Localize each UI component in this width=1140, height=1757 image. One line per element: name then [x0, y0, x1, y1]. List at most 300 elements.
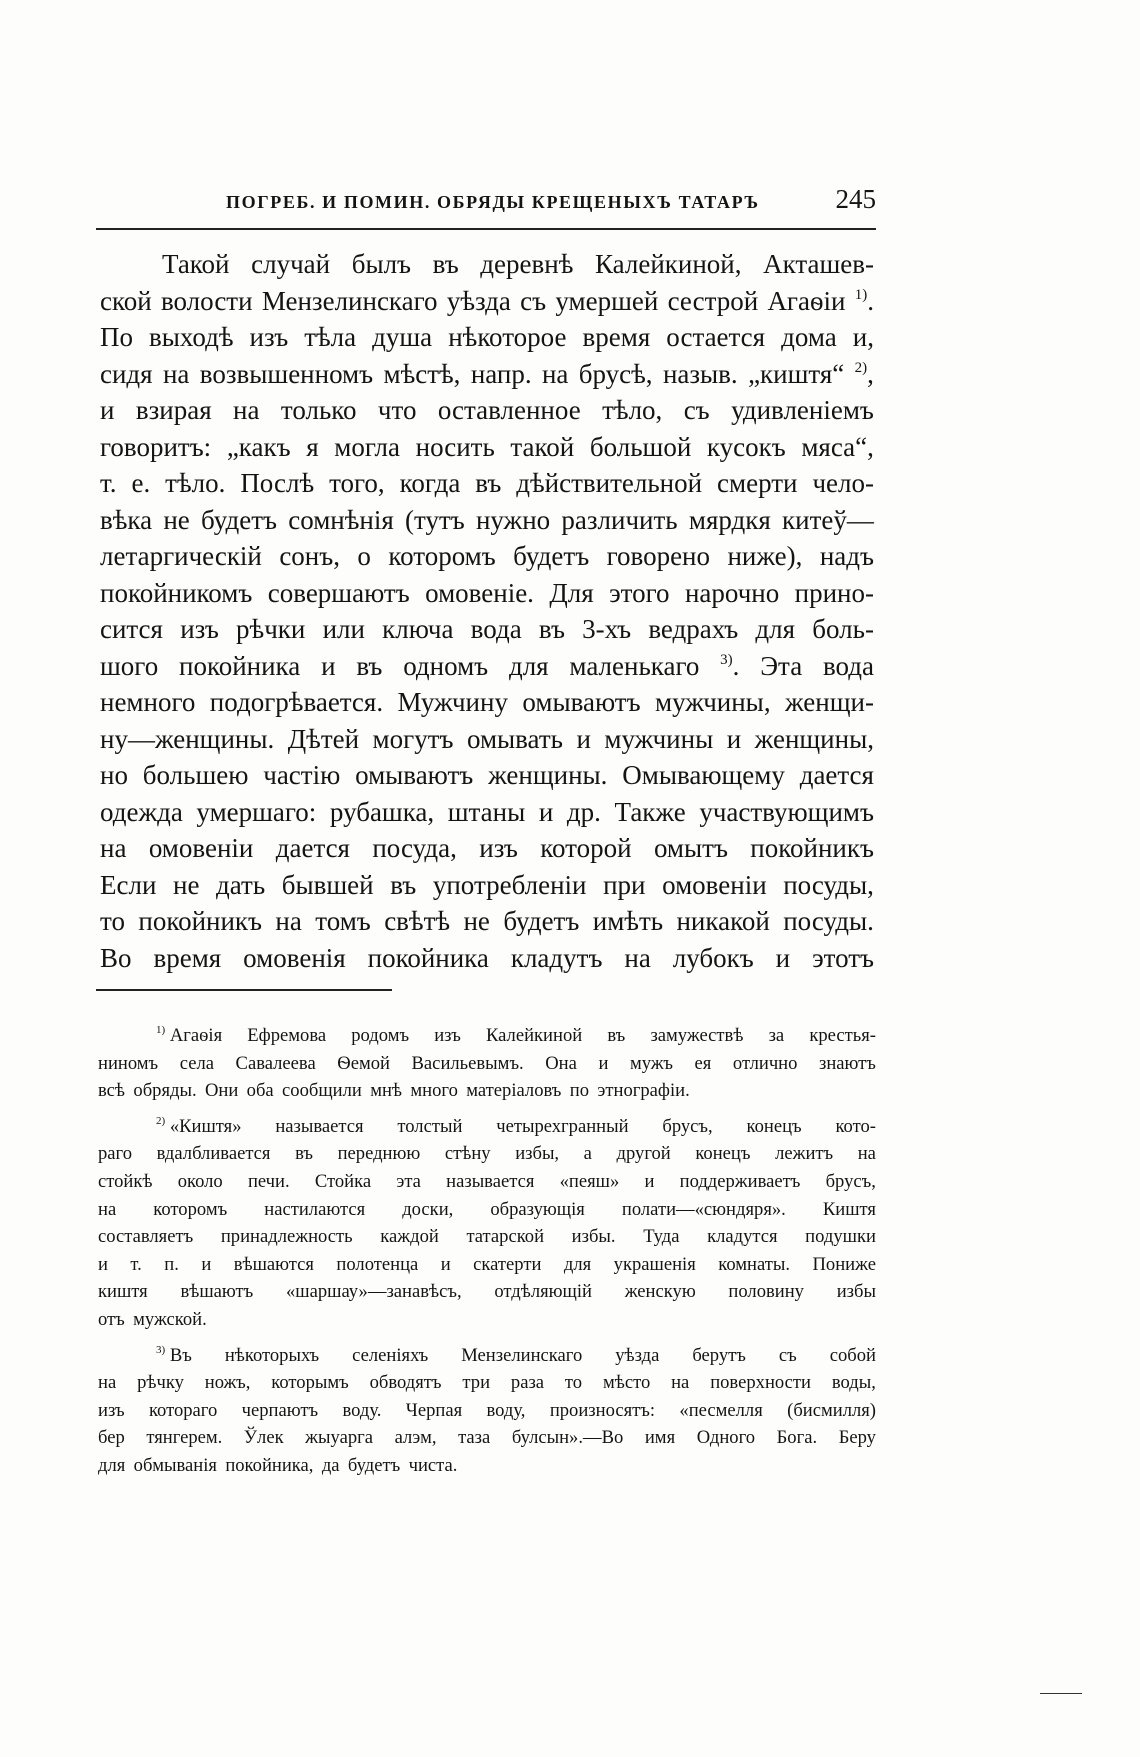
word: брусѣ,: [578, 358, 653, 389]
word: тѣла: [304, 322, 357, 352]
word: отдѣляющій: [494, 1281, 592, 1303]
word: переднюю: [337, 1143, 421, 1165]
word: на: [275, 906, 302, 936]
word: оба: [246, 1080, 274, 1102]
word: замужествѣ: [650, 1025, 744, 1046]
word: изъ: [180, 614, 219, 644]
word: и: [576, 723, 591, 754]
word: произносятъ:: [549, 1399, 656, 1421]
word: въ: [538, 614, 565, 644]
word: всѣ: [98, 1080, 126, 1102]
word: покойника: [179, 650, 301, 681]
word: украшенія: [613, 1253, 696, 1275]
word: участвующимъ: [699, 796, 874, 827]
word: и: [644, 1170, 655, 1192]
word: и: [538, 796, 554, 827]
word: одномъ: [403, 650, 489, 681]
word: надъ: [819, 541, 874, 571]
word: никакой: [676, 906, 770, 936]
word: мѣстѣ,: [383, 358, 461, 389]
word: ниже),: [727, 541, 803, 571]
word: черпаютъ: [241, 1399, 319, 1421]
word: булсын».—Во: [511, 1427, 624, 1449]
word: китеў—: [782, 504, 874, 535]
word: возвышенномъ: [199, 358, 374, 389]
word: принадлежность: [220, 1226, 353, 1248]
word: для: [98, 1454, 126, 1476]
word: сомнѣнія: [288, 504, 394, 535]
word: Во: [100, 942, 132, 973]
word: половину: [728, 1281, 804, 1303]
word: толстый: [397, 1115, 463, 1137]
word: рубашка,: [329, 796, 435, 827]
body-line: [100, 538, 874, 575]
word: то: [100, 906, 125, 936]
word: дать: [216, 869, 266, 900]
word: только: [280, 395, 357, 425]
word: ской: [100, 285, 152, 316]
word: по: [569, 1080, 590, 1102]
footnote-marker: $^{3)}$ Въ: [156, 1343, 192, 1366]
word: рѣчку: [137, 1372, 184, 1394]
word: мярдкя: [688, 504, 771, 535]
word: на: [857, 1143, 876, 1165]
word: поддерживаетъ: [679, 1170, 801, 1192]
word: маленькаго: [569, 650, 700, 681]
word: и: [598, 1052, 609, 1074]
word: рѣчки: [236, 614, 306, 644]
word: и: [321, 650, 336, 681]
footnote: [98, 1342, 876, 1480]
word: которой: [540, 833, 632, 863]
word: для: [508, 650, 549, 681]
word: взирая: [135, 395, 212, 425]
word: на: [100, 833, 127, 863]
word: уѣзда: [446, 285, 511, 316]
word: кото-: [835, 1115, 876, 1137]
word: много: [410, 1080, 458, 1102]
word: большой: [589, 431, 692, 462]
word: вѣшаются: [233, 1253, 314, 1275]
word: ея: [694, 1052, 712, 1074]
word: Для: [549, 577, 594, 608]
word: но: [100, 760, 128, 790]
word: женщи-: [785, 687, 874, 717]
word: Она: [545, 1052, 577, 1074]
word: эта: [396, 1170, 421, 1192]
word: $^{2)}$,: [854, 358, 874, 389]
word: покойникъ: [750, 833, 874, 863]
word: поверхности: [710, 1372, 811, 1394]
word: воды,: [831, 1372, 876, 1394]
word: Калейкиной,: [594, 249, 742, 279]
body-line: [100, 283, 874, 320]
word: свѣтѣ: [384, 906, 451, 936]
word: могла: [334, 431, 400, 462]
word: алэм,: [394, 1427, 437, 1449]
word: лежитъ: [775, 1143, 834, 1165]
word: посуды,: [783, 869, 874, 900]
word: назыв.: [662, 358, 738, 389]
footnote-line: [98, 1050, 876, 1078]
word: др.: [566, 796, 601, 827]
word: одежда: [100, 796, 183, 827]
word: изъ: [249, 322, 289, 352]
word: обводятъ: [369, 1372, 442, 1394]
word: омовенія: [243, 942, 346, 973]
word: лубокъ: [672, 942, 754, 973]
word: будетъ: [513, 541, 590, 571]
word: носить: [415, 431, 495, 462]
word: каждой: [380, 1226, 439, 1248]
word: ниномъ: [98, 1052, 159, 1074]
word: вдалбливается: [156, 1143, 271, 1165]
word: е.: [131, 468, 151, 498]
word: тянгерем.: [146, 1427, 223, 1449]
word: нѣкоторыхъ: [224, 1344, 320, 1366]
word: избы.: [571, 1226, 616, 1248]
word: того,: [329, 468, 385, 498]
word: три: [462, 1372, 491, 1394]
word: вода: [822, 650, 874, 681]
word: мѣсто: [602, 1372, 651, 1394]
word: ну—женщины.: [100, 723, 275, 754]
word: въ: [356, 650, 383, 681]
word: душа: [372, 322, 433, 352]
word: чиста.: [408, 1454, 458, 1476]
word: раго: [98, 1143, 133, 1165]
body-line: [100, 903, 874, 940]
footnotes: [98, 1022, 876, 1488]
word: и: [100, 395, 115, 425]
word: уѣзда: [615, 1344, 660, 1366]
word: для: [563, 1253, 592, 1275]
word: ведрахъ: [648, 614, 739, 644]
footnote-line: [98, 1397, 876, 1425]
body-line: [100, 465, 874, 502]
word: „киштя“: [748, 358, 845, 389]
word: шого: [100, 650, 159, 681]
word: раза: [510, 1372, 545, 1394]
word: омовеніи: [148, 833, 254, 863]
word: отлично: [732, 1052, 798, 1074]
word: оставленное: [437, 395, 581, 425]
word: въ: [432, 249, 459, 279]
word: не: [463, 906, 490, 936]
word: изъ: [98, 1399, 125, 1421]
word: полати—«сюндяря».: [621, 1198, 786, 1220]
word: сестрой: [667, 285, 759, 316]
footnote-line: [98, 1251, 876, 1279]
word: совершаютъ: [267, 577, 410, 608]
word: былъ: [351, 249, 412, 279]
word: стѣну: [444, 1143, 491, 1165]
word: въ: [295, 1143, 314, 1165]
word: изъ: [434, 1025, 461, 1046]
word: ножъ,: [204, 1372, 251, 1394]
word: подогрѣвается.: [209, 687, 384, 717]
word: воду.: [342, 1399, 382, 1421]
word: «пеяш»: [559, 1170, 620, 1192]
word: (тутъ: [405, 504, 465, 535]
body-line: [100, 867, 874, 904]
word: будетъ: [503, 906, 580, 936]
body-line: [100, 684, 874, 721]
word: Черпая: [405, 1399, 463, 1421]
word: Пониже: [812, 1253, 876, 1275]
word: различить: [561, 504, 678, 535]
word: образующія: [490, 1198, 585, 1220]
word: нарочно: [684, 577, 780, 608]
body-line: [100, 246, 874, 283]
word: селеніяхъ: [352, 1344, 429, 1366]
word: составляетъ: [98, 1226, 194, 1248]
word: Также: [614, 796, 686, 827]
footnote-line: [98, 1342, 876, 1370]
word: и: [201, 1253, 212, 1275]
body-line: [100, 356, 874, 393]
word: покойникомъ: [100, 577, 253, 608]
word: котораго: [148, 1399, 218, 1421]
word: называется: [446, 1170, 535, 1192]
word: омытъ: [653, 833, 728, 863]
word: въ: [475, 468, 502, 498]
word: изъ: [479, 833, 518, 863]
word: въ: [390, 869, 417, 900]
word: знаютъ: [818, 1052, 876, 1074]
body-line: [100, 502, 874, 539]
word: время: [582, 322, 651, 352]
body-line: [100, 611, 874, 648]
word: Стойка: [314, 1170, 372, 1192]
word: съ: [778, 1344, 797, 1366]
word: таза: [458, 1427, 491, 1449]
word: Послѣ: [240, 468, 315, 498]
word: п.: [164, 1253, 179, 1275]
word: при: [603, 869, 646, 900]
word: омываютъ: [355, 760, 474, 790]
word: и: [726, 723, 742, 754]
word: нужно: [475, 504, 551, 535]
footnote-line: [98, 1140, 876, 1168]
word: сится: [100, 614, 163, 644]
word: время: [153, 942, 222, 973]
word: случай: [251, 249, 331, 279]
word: жыуарга: [305, 1427, 373, 1449]
word: женскую: [624, 1281, 696, 1303]
word: родомъ: [351, 1025, 410, 1046]
word: дома: [781, 322, 837, 352]
word: имѣть: [592, 906, 664, 936]
word: Туда: [643, 1226, 680, 1248]
word: По: [100, 322, 133, 352]
word: за: [768, 1025, 785, 1046]
word: могутъ: [372, 723, 454, 754]
body-line: [100, 794, 874, 831]
word: сидя: [100, 358, 153, 389]
word: которомъ: [153, 1198, 228, 1220]
word: и: [98, 1253, 108, 1275]
corner-mark: [1040, 1693, 1082, 1694]
word: что: [377, 395, 417, 425]
word: Беру: [838, 1427, 876, 1449]
word: Мензелинскаго: [261, 285, 438, 316]
word: и: [440, 1253, 451, 1275]
word: не: [163, 504, 190, 535]
word: смерти: [717, 468, 798, 498]
word: комнаты.: [718, 1253, 791, 1275]
word: дѣйствительной: [516, 468, 703, 498]
word: на: [162, 358, 190, 389]
word: настилаются: [264, 1198, 366, 1220]
word: я: [306, 431, 319, 462]
word: которымъ: [271, 1372, 349, 1394]
word: а: [583, 1143, 592, 1165]
word: Дѣтей: [287, 723, 360, 754]
word: «песмелля: [679, 1399, 763, 1421]
word: умершаго:: [196, 796, 317, 827]
word: собой: [829, 1344, 876, 1366]
word: летаргическій: [100, 541, 262, 571]
word: будетъ: [347, 1454, 401, 1476]
word: мужской.: [133, 1308, 207, 1330]
word: омовеніи: [662, 869, 767, 900]
word: волости: [160, 285, 253, 316]
word: штаны: [447, 796, 526, 827]
word: печи.: [247, 1170, 290, 1192]
word: для: [755, 614, 796, 644]
word: Васильевымъ.: [411, 1052, 524, 1074]
word: избы: [836, 1281, 876, 1303]
word: вода: [470, 614, 522, 644]
word: то: [564, 1372, 583, 1394]
word: когда: [399, 468, 461, 498]
word: брусъ,: [662, 1115, 713, 1137]
word: полотенца: [336, 1253, 419, 1275]
word: Ефремова: [247, 1025, 327, 1046]
word: которомъ: [388, 541, 496, 571]
word: татарской: [466, 1226, 545, 1248]
word: омывать: [466, 723, 563, 754]
header-rule: [96, 228, 876, 230]
word: Такой: [162, 249, 230, 279]
word: Бога.: [776, 1427, 818, 1449]
word: прино-: [794, 577, 874, 608]
word: посуды.: [783, 906, 874, 936]
word: Эта: [760, 650, 803, 681]
footnote-line: [98, 1022, 876, 1050]
word: конецъ: [695, 1143, 751, 1165]
word: Одного: [696, 1427, 756, 1449]
word: большею: [142, 760, 249, 790]
word: обряды.: [133, 1080, 197, 1102]
word: и,: [852, 322, 874, 352]
body-line: [100, 940, 874, 977]
word: чело-: [812, 468, 874, 498]
word: т.: [130, 1253, 142, 1275]
word: омываютъ: [522, 687, 641, 717]
word: стойкѣ: [98, 1170, 153, 1192]
word: села: [179, 1052, 214, 1074]
word: крестья-: [809, 1025, 876, 1046]
footnote-line: [98, 1424, 876, 1452]
word: дается: [799, 760, 874, 790]
word: на: [541, 358, 569, 389]
word: и: [775, 942, 791, 973]
word: женщины,: [754, 723, 874, 754]
footnote-marker: $^{1)}$ Агаѳія: [156, 1024, 223, 1046]
word: мужчины,: [654, 687, 771, 717]
word: женщины.: [488, 760, 608, 790]
footnote-line: [98, 1168, 876, 1196]
word: тѣло.: [165, 468, 226, 498]
word: такой: [510, 431, 575, 462]
footnote-rule: [96, 989, 392, 991]
word: Они: [204, 1080, 239, 1102]
word: не: [173, 869, 200, 900]
word: кусокъ: [706, 431, 786, 462]
footnote-line: [98, 1113, 876, 1141]
running-title: ПОГРЕБ. И ПОМИН. ОБРЯДЫ КРЕЩЕНЫХЪ ТАТАРЪ: [226, 192, 760, 212]
word: частію: [263, 760, 341, 790]
body-line: [100, 648, 874, 685]
body-line: [100, 721, 874, 758]
word: покойникъ: [138, 906, 262, 936]
word: 3-хъ: [582, 614, 632, 644]
word: подушки: [805, 1226, 876, 1248]
word: томъ: [315, 906, 371, 936]
word: брусъ,: [825, 1170, 876, 1192]
word: съ: [520, 285, 547, 316]
word: на: [233, 395, 260, 425]
word: на: [98, 1372, 117, 1394]
word: четырехгранный: [496, 1115, 629, 1137]
word: употребленіи: [432, 869, 587, 900]
word: отъ: [98, 1308, 125, 1330]
word: бывшей: [281, 869, 374, 900]
word: Мужчину: [397, 687, 508, 717]
word: ключа: [382, 614, 454, 644]
body-line: [100, 757, 874, 794]
footnote-line: [98, 1223, 876, 1251]
word: воду,: [486, 1399, 526, 1421]
word: остается: [666, 322, 766, 352]
footnote-line: [98, 1196, 876, 1224]
word: сонъ,: [279, 541, 340, 571]
word: немного: [100, 687, 196, 717]
word: Если: [100, 869, 157, 900]
word: скатерти: [473, 1253, 542, 1275]
word: Акташев-: [763, 249, 874, 279]
word: сообщили: [282, 1080, 362, 1102]
word: $^{3)}$.: [720, 650, 740, 681]
word: конецъ: [746, 1115, 802, 1137]
word: избы,: [515, 1143, 560, 1165]
word: имя: [644, 1427, 676, 1449]
word: Ѳемой: [337, 1052, 390, 1074]
footnote-line: [98, 1306, 876, 1334]
word: этнографіи.: [597, 1080, 690, 1102]
word: (бисмилля): [787, 1399, 876, 1421]
body-line: [100, 830, 874, 867]
word: бер: [98, 1427, 125, 1449]
body-line: [100, 319, 874, 356]
word: называется: [275, 1115, 364, 1137]
word: „какъ: [226, 431, 291, 462]
word: удивленіемъ: [731, 395, 874, 425]
word: выходѣ: [149, 322, 234, 352]
word: дается: [275, 833, 350, 863]
